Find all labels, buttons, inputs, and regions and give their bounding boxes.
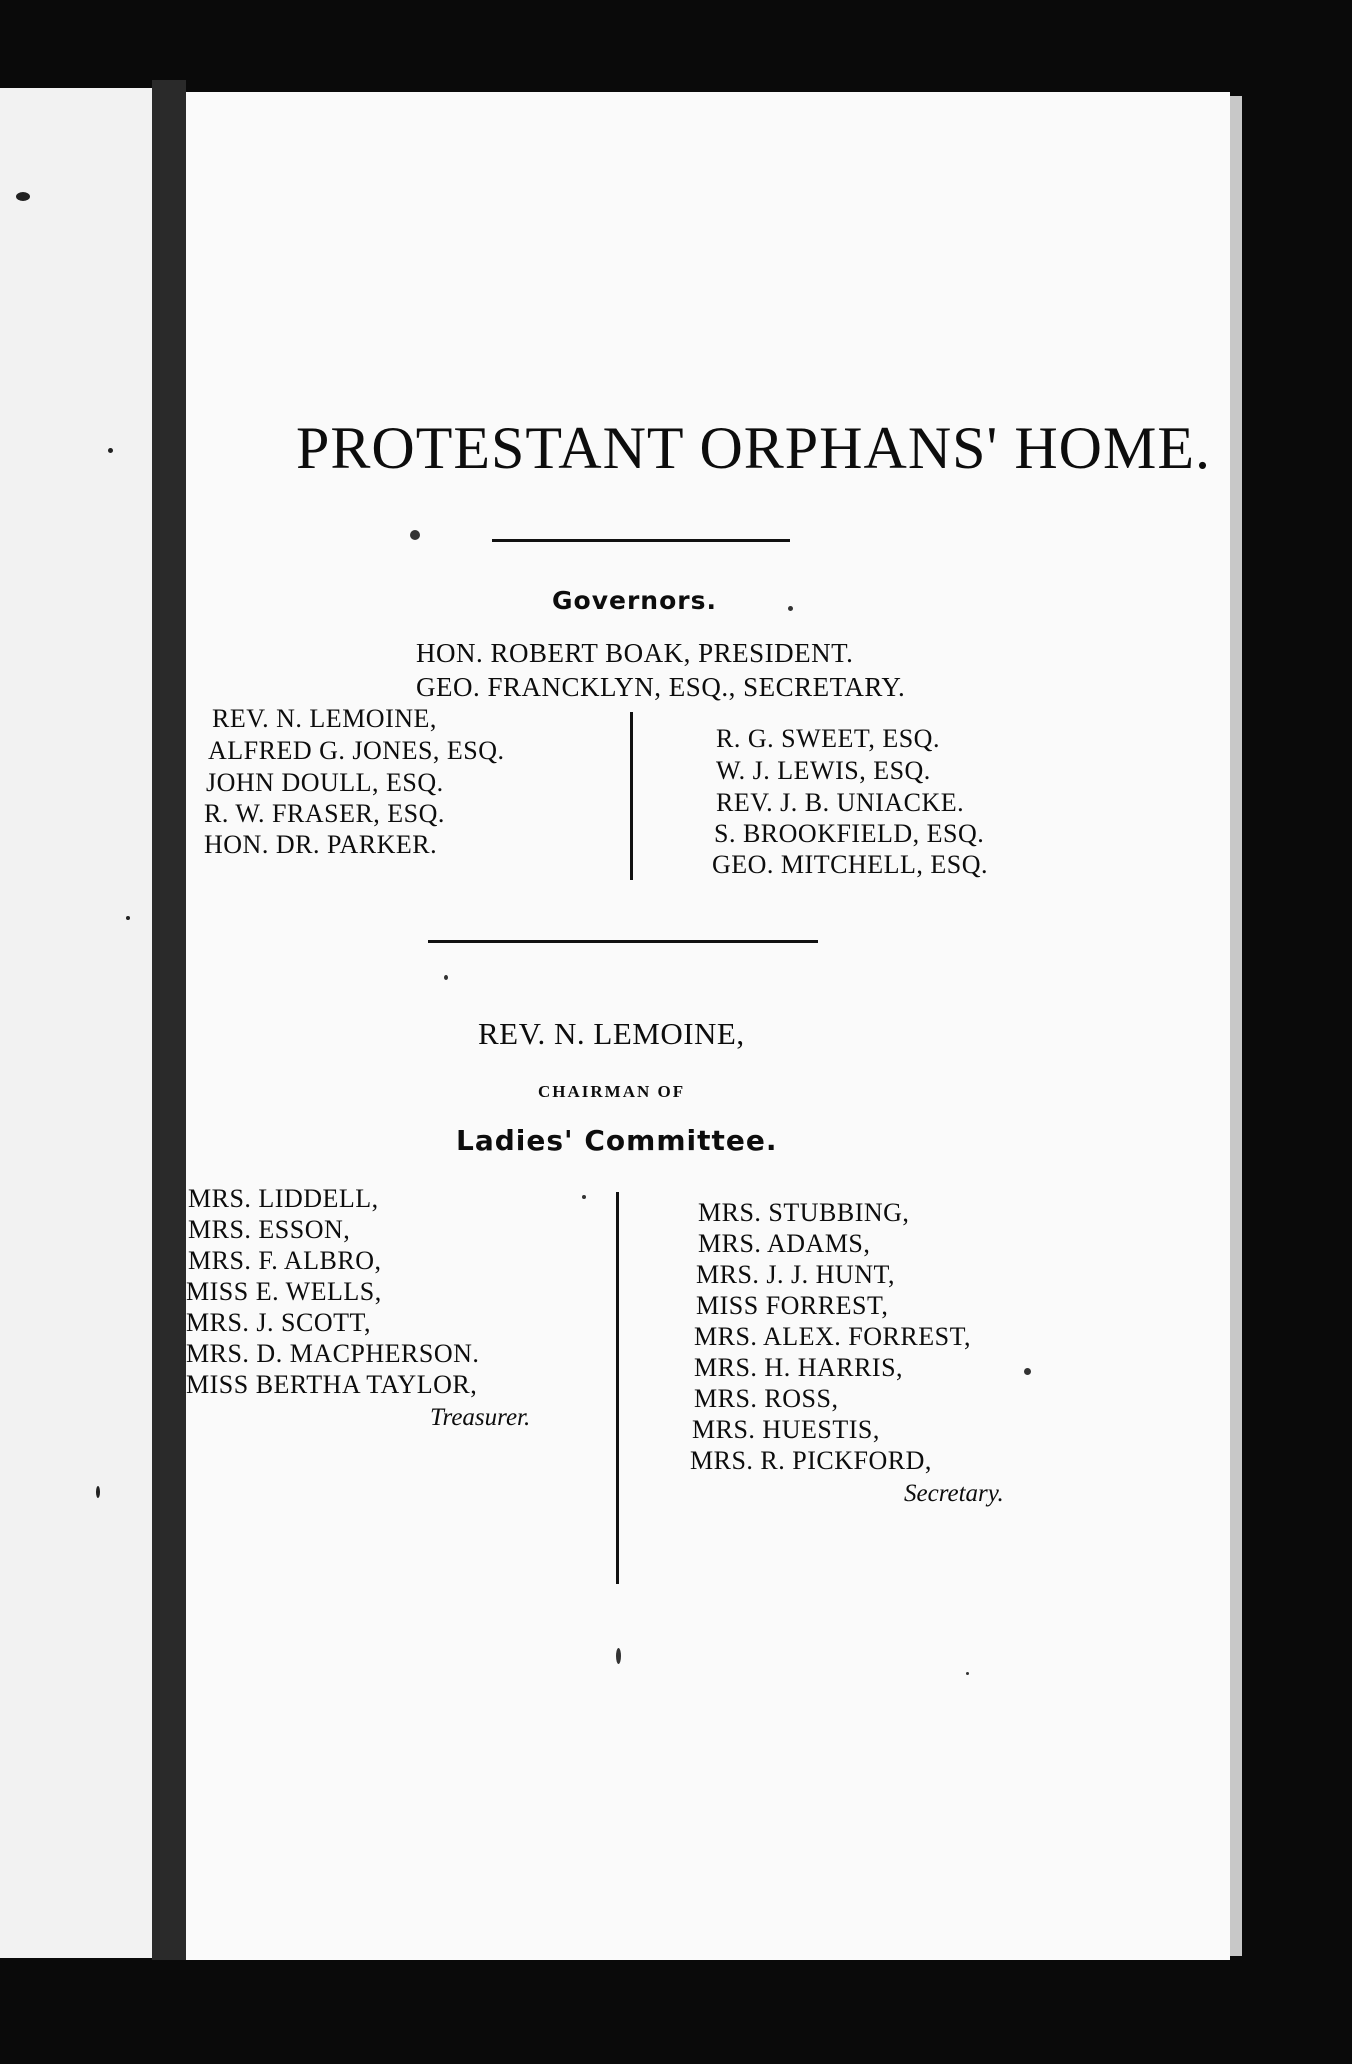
committee-member: MRS. ROSS, xyxy=(694,1384,839,1413)
committee-member: MRS. F. ALBRO, xyxy=(188,1246,382,1275)
ink-speck xyxy=(1024,1368,1031,1375)
column-divider xyxy=(616,1192,619,1584)
ink-speck xyxy=(444,975,448,980)
chairman-label: CHAIRMAN OF xyxy=(538,1082,686,1101)
ink-speck xyxy=(966,1672,969,1675)
committee-member: MRS. H. HARRIS, xyxy=(694,1353,904,1382)
section-divider xyxy=(428,940,818,943)
page-edge-shadow xyxy=(1230,96,1242,1956)
committee-member: MRS. STUBBING, xyxy=(698,1198,910,1227)
governor-officer: GEO. FRANCKLYN, ESQ., SECRETARY. xyxy=(416,672,906,702)
committee-member: MRS. J. SCOTT, xyxy=(186,1308,371,1337)
committee-member: MRS. R. PICKFORD, xyxy=(690,1446,932,1475)
committee-member: MRS. ADAMS, xyxy=(698,1229,871,1258)
ink-speck xyxy=(126,916,130,920)
page-title: PROTESTANT ORPHANS' HOME. xyxy=(296,415,1212,481)
chairman-name: REV. N. LEMOINE, xyxy=(478,1016,745,1051)
governor-name: S. BROOKFIELD, ESQ. xyxy=(714,819,985,848)
ink-speck xyxy=(16,192,30,201)
treasurer-role: Treasurer. xyxy=(430,1404,531,1431)
committee-member: MISS BERTHA TAYLOR, xyxy=(186,1370,478,1399)
ink-speck xyxy=(582,1195,586,1199)
governor-officer: HON. ROBERT BOAK, PRESIDENT. xyxy=(416,638,854,668)
committee-member: MRS. ESSON, xyxy=(188,1215,351,1244)
committee-member: MRS. D. MACPHERSON. xyxy=(186,1339,480,1368)
governor-name: JOHN DOULL, ESQ. xyxy=(206,768,444,797)
governor-name: HON. DR. PARKER. xyxy=(204,830,438,859)
governors-heading: Governors. xyxy=(552,586,717,615)
committee-heading: Ladies' Committee. xyxy=(456,1124,778,1157)
ink-speck xyxy=(96,1486,100,1498)
committee-member: MRS. ALEX. FORREST, xyxy=(694,1322,972,1351)
governor-name: R. W. FRASER, ESQ. xyxy=(204,799,445,828)
committee-member: MRS. J. J. HUNT, xyxy=(696,1260,895,1289)
committee-member: MRS. HUESTIS, xyxy=(692,1415,880,1444)
committee-member: MISS FORREST, xyxy=(696,1291,889,1320)
governor-name: REV. N. LEMOINE, xyxy=(212,704,437,733)
ink-speck xyxy=(108,448,113,453)
governor-name: ALFRED G. JONES, ESQ. xyxy=(208,736,505,765)
ink-speck xyxy=(788,606,793,611)
column-divider xyxy=(630,712,633,880)
governor-name: R. G. SWEET, ESQ. xyxy=(716,724,940,753)
committee-member: MISS E. WELLS, xyxy=(186,1277,382,1306)
ink-speck xyxy=(616,1648,621,1664)
facing-page-edge xyxy=(0,88,152,1958)
committee-member: MRS. LIDDELL, xyxy=(188,1184,379,1213)
document-page xyxy=(186,92,1230,1960)
title-divider xyxy=(492,539,790,542)
ink-speck xyxy=(410,530,420,540)
governor-name: REV. J. B. UNIACKE. xyxy=(716,788,965,817)
governor-name: W. J. LEWIS, ESQ. xyxy=(716,756,931,785)
secretary-role: Secretary. xyxy=(904,1480,1004,1507)
governor-name: GEO. MITCHELL, ESQ. xyxy=(712,850,988,879)
page-gutter xyxy=(152,80,186,1960)
